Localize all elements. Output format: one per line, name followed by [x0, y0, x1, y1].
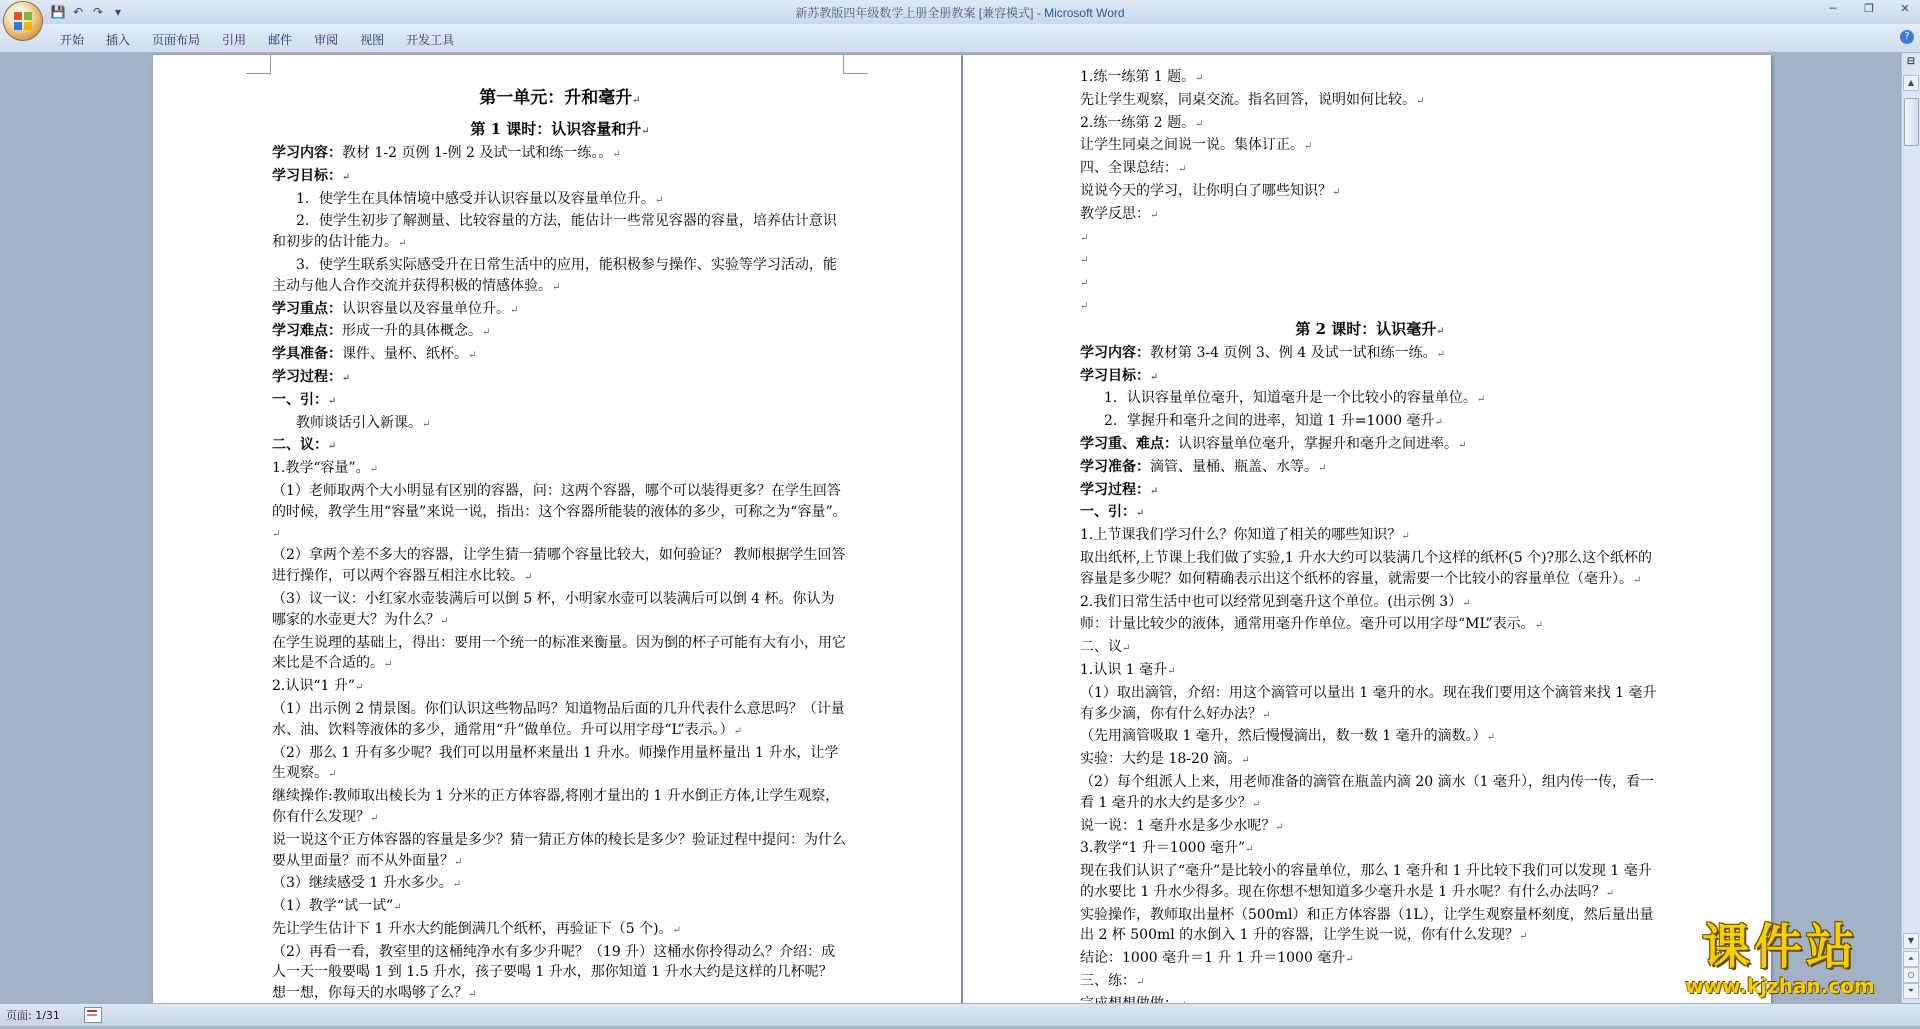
ribbon-tabs — [50, 29, 466, 50]
paragraph-mark-icon: ↵ — [1195, 118, 1204, 130]
paragraph-mark-icon: ↵ — [454, 856, 463, 868]
paragraph[interactable]: 学习重、难点：认识容量单位毫升，掌握升和毫升之间进率。↵ — [1080, 435, 1467, 452]
paragraph-mark-icon: ↵ — [370, 812, 379, 824]
paragraph[interactable]: 取出纸杯,上节课上我们做了实验,1 升水大约可以装满几个这样的纸杯(5 个)?那么这个纸杯的容量是多少呢？如何精确表示出这个纸杯的容量，就需要一个比较小的容量单位（毫升）。↵ — [1080, 549, 1653, 587]
office-logo-icon — [13, 11, 33, 31]
paragraph-mark-icon: ↵ — [1080, 255, 1089, 267]
paragraph-mark-icon: ↵ — [1633, 574, 1642, 586]
paragraph-mark-icon: ↵ — [369, 464, 379, 476]
paragraph-mark-icon: ↵ — [1251, 798, 1261, 810]
paragraph[interactable]: 先让学生观察，同桌交流。指名回答，说明如何比较。↵ — [1080, 91, 1425, 108]
scroll-up-icon[interactable]: ▲ — [1903, 75, 1919, 91]
paragraph[interactable]: （1）老师取两个大小明显有区别的容器，问：这两个容器，哪个可以装得更多？在学生回答的时候，教学生用“容量”来说一说，指出：这个容器所能装的液体的多少，可称之为“容量”。↵ — [272, 482, 847, 540]
paragraph[interactable]: 第 2 课时：认识毫升↵ — [1295, 319, 1445, 338]
paragraph-mark-icon: ↵ — [482, 327, 491, 339]
paragraph-mark-icon: ↵ — [1122, 643, 1131, 655]
paragraph[interactable]: 一、引：↵ — [272, 391, 337, 408]
paragraph[interactable]: 让学生同桌之间说一说。集体订正。↵ — [1080, 137, 1313, 154]
paragraph[interactable]: 三、练：↵ — [1080, 973, 1145, 990]
paragraph-mark-icon: ↵ — [1262, 709, 1271, 721]
paragraph-mark-icon: ↵ — [1178, 164, 1187, 176]
paragraph-mark-icon: ↵ — [342, 372, 351, 384]
watermark-logo — [1660, 920, 1900, 1002]
paragraph[interactable]: 1.教学“容量”。↵ — [272, 460, 379, 477]
paragraph-mark-icon: ↵ — [342, 171, 351, 183]
ribbon-tab[interactable]: 视图 — [360, 33, 385, 47]
paragraph[interactable]: 学习内容：教材 1-2 页例 1-例 2 及试一试和练一练。。↵ — [272, 145, 621, 161]
paragraph[interactable]: 1.认识 1 毫升↵ — [1080, 661, 1176, 678]
paragraph[interactable]: 学习难点：形成一升的具体概念。↵ — [272, 323, 491, 340]
paragraph[interactable]: 实验操作，教师取出量杯（500ml）和正方体容器（1L），让学生观察量杯刻度，然后量出量出 2 杯 500ml 的水倒入 1 升的容器，让学生说一说，你有什么发现？↵ — [1080, 906, 1654, 944]
paragraph[interactable]: 1.练一练第 1 题。↵ — [1080, 69, 1204, 85]
paragraph[interactable]: 在学生说理的基础上，得出：要用一个统一的标准来衡量。因为倒的杯子可能有大有小，用它来比是不合适的。↵ — [272, 634, 846, 672]
paragraph[interactable]: 第一单元：升和毫升↵ — [479, 88, 641, 108]
paragraph[interactable]: 学习重点：认识容量以及容量单位升。↵ — [272, 300, 519, 317]
window-title — [0, 4, 1920, 21]
paragraph-mark-icon: ↵ — [552, 281, 561, 293]
paragraph[interactable]: 学习目标：↵ — [1080, 367, 1159, 384]
paragraph[interactable]: 2．使学生初步了解测量、比较容量的方法，能估计一些常见容器的容量，培养估计意识和初步的估计能力。↵ — [272, 213, 837, 251]
paragraph-mark-icon: ↵ — [1318, 462, 1327, 474]
scroll-down-icon[interactable]: ▼ — [1903, 933, 1919, 949]
redo-icon[interactable]: ↷ — [92, 5, 104, 19]
office-button[interactable] — [4, 2, 42, 40]
document-title: 新苏教版四年级数学上册全册教案 [兼容模式] - — [795, 6, 1045, 20]
document-page-1[interactable] — [153, 55, 961, 1015]
paragraph-mark-icon: ↵ — [1462, 597, 1471, 609]
paragraph-mark-icon: ↵ — [272, 528, 281, 540]
paragraph-mark-icon: ↵ — [328, 769, 337, 781]
page-1-text[interactable] — [272, 81, 848, 1029]
paragraph-mark-icon: ↵ — [1150, 371, 1159, 383]
paragraph-mark-icon: ↵ — [393, 902, 402, 914]
paragraph-mark-icon: ↵ — [1476, 394, 1486, 406]
ribbon-tab[interactable]: 开发工具 — [406, 33, 455, 47]
paragraph[interactable]: 学习内容：教材第 3-4 页例 3、例 4 及试一试和练一练。↵ — [1080, 344, 1445, 361]
paragraph-mark-icon: ↵ — [1241, 755, 1250, 767]
paragraph-mark-icon: ↵ — [1416, 95, 1425, 107]
paragraph-mark-icon: ↵ — [1401, 531, 1410, 543]
help-icon[interactable]: ? — [1900, 30, 1914, 44]
paragraph[interactable]: 3．使学生联系实际感受升在日常生活中的应用，能积极参与操作、实验等学习活动，能主动与他人合作交流并获得积极的情感体验。↵ — [272, 256, 837, 294]
paragraph-mark-icon: ↵ — [1436, 325, 1445, 337]
ruler-toggle-icon[interactable]: ⊟ — [1906, 56, 1916, 67]
paragraph-mark-icon: ↵ — [422, 418, 431, 430]
ribbon-tab[interactable]: 开始 — [60, 33, 85, 47]
paragraph-mark-icon: ↵ — [1434, 417, 1443, 429]
paragraph[interactable]: （1）出示例 2 情景图。你们认识这些物品吗？知道物品后面的几升代表什么意思吗？（计量水、油、饮料等液体的多少，通常用“升”做单位。升可以用字母“L”表示。）↵ — [272, 700, 845, 738]
paragraph[interactable]: （1）取出滴管，介绍：用这个滴管可以量出 1 毫升的水。现在我们要用这个滴管来找 1 毫升有多少滴，你有什么好办法？↵ — [1080, 684, 1657, 722]
ribbon-tab-bar — [0, 24, 1920, 53]
paragraph-mark-icon: ↵ — [1150, 209, 1159, 221]
window-controls — [1822, 2, 1916, 15]
paragraph-mark-icon: ↵ — [1534, 620, 1543, 632]
page-corner-mark — [246, 55, 271, 74]
paragraph-mark-icon: ↵ — [328, 441, 337, 453]
ribbon-tab[interactable]: 插入 — [106, 33, 131, 47]
paragraph[interactable]: 学习过程：↵ — [1080, 481, 1159, 498]
ribbon-tab[interactable]: 引用 — [222, 33, 247, 47]
previous-page-icon[interactable]: ⏶ — [1903, 951, 1919, 967]
paragraph[interactable]: 2.认识“1 升”↵ — [272, 678, 364, 695]
paragraph-mark-icon: ↵ — [1458, 439, 1467, 451]
ribbon-tab[interactable]: 审阅 — [314, 33, 339, 47]
document-page-2[interactable] — [963, 55, 1771, 1015]
save-icon[interactable]: 💾 — [50, 5, 66, 19]
customize-icon[interactable]: ▾ — [114, 5, 122, 19]
paragraph[interactable]: 学具准备：课件、量杯、纸杯。↵ — [272, 346, 477, 363]
paragraph[interactable]: 说说今天的学习，让你明白了哪些知识？↵ — [1080, 182, 1341, 199]
paragraph[interactable]: 二、议↵ — [1080, 639, 1131, 656]
watermark-url: www.kjzhan.com — [1685, 974, 1875, 998]
paragraph-mark-icon: ↵ — [1332, 186, 1341, 198]
paragraph[interactable]: 教师谈话引入新课。↵ — [296, 414, 431, 431]
paragraph[interactable]: 实验：大约是 18-20 滴。↵ — [1080, 751, 1250, 768]
paragraph-mark-icon: ↵ — [641, 126, 650, 137]
app-name: Microsoft Word — [1044, 6, 1125, 20]
paragraph-mark-icon: ↵ — [1486, 732, 1496, 744]
status-bar — [0, 1003, 1920, 1026]
page-corner-mark — [843, 55, 868, 74]
undo-icon[interactable]: ↶ — [72, 5, 84, 19]
paragraph[interactable] — [1080, 272, 1660, 295]
vertical-scrollbar[interactable] — [1901, 53, 1920, 1003]
minimize-icon[interactable]: ─ — [1829, 2, 1837, 15]
maximize-icon[interactable]: ❐ — [1864, 2, 1874, 15]
paragraph[interactable] — [1080, 295, 1660, 318]
paragraph[interactable]: 结论：1000 毫升＝1 升 1 升＝1000 毫升↵ — [1080, 950, 1354, 967]
ribbon-tab[interactable]: 页面布局 — [152, 33, 201, 47]
proofing-icon[interactable] — [84, 1007, 102, 1023]
paragraph-mark-icon: ↵ — [1605, 887, 1615, 899]
paragraph[interactable] — [1080, 249, 1660, 272]
paragraph-mark-icon: ↵ — [1436, 348, 1445, 360]
paragraph-mark-icon: ↵ — [1080, 278, 1089, 290]
paragraph-mark-icon: ↵ — [468, 350, 477, 362]
paragraph[interactable]: （2）拿两个差不多大的容器，让学生猜一猜哪个容量比较大，如何验证？ 教师根据学生回答进行操作，可以两个容器互相注水比较。↵ — [272, 547, 846, 585]
paragraph-mark-icon: ↵ — [328, 395, 337, 407]
paragraph[interactable]: 说一说：1 毫升水是多少水呢？↵ — [1080, 817, 1284, 834]
paragraph[interactable]: （3）议一议：小红家水壶装满后可以倒 5 杯，小明家水壶可以装满后可以倒 4 杯。你认为哪家的水壶更大？为什么？↵ — [272, 590, 835, 628]
paragraph[interactable]: 师：计量比较少的液体，通常用毫升作单位。毫升可以用字母“ML”表示。↵ — [1080, 616, 1543, 633]
paragraph-mark-icon: ↵ — [1245, 844, 1254, 856]
paragraph[interactable]: 说一说这个正方体容器的容量是多少？猜一猜正方体的棱长是多少？验证过程中提问：为什么要从里面量？而不从外面量？↵ — [272, 831, 846, 869]
paragraph[interactable]: （先用滴管吸取 1 毫升，然后慢慢滴出，数一数 1 毫升的滴数。）↵ — [1080, 728, 1496, 745]
paragraph[interactable]: （3）继续感受 1 升水多少。↵ — [272, 875, 462, 892]
paragraph[interactable]: 2.练一练第 2 题。↵ — [1080, 114, 1204, 131]
paragraph-mark-icon: ↵ — [1080, 232, 1089, 244]
paragraph[interactable]: 现在我们认识了“毫升”是比较小的容量单位，那么 1 毫升和 1 升比较下我们可以发现 1 毫升的水要比 1 升水少得多。现在你想不想知道多少毫升水是 1 升水呢？有什么办法吗？↵ — [1080, 863, 1652, 900]
paragraph-mark-icon: ↵ — [672, 924, 682, 936]
paragraph-mark-icon: ↵ — [612, 149, 621, 160]
paragraph-mark-icon: ↵ — [1275, 821, 1284, 833]
paragraph-mark-icon: ↵ — [632, 95, 641, 106]
next-page-icon[interactable]: ⏷ — [1903, 983, 1919, 999]
paragraph[interactable]: 1.上节课我们学习什么？你知道了相关的哪些知识？↵ — [1080, 527, 1410, 544]
paragraph[interactable]: 先让学生估计下 1 升水大约能倒满几个纸杯，再验证下（5 个)。↵ — [272, 920, 682, 937]
paragraph-mark-icon: ↵ — [452, 879, 462, 891]
paragraph[interactable]: 1．认识容量单位毫升，知道毫升是一个比较小的容量单位。↵ — [1104, 390, 1486, 407]
ribbon-tab[interactable]: 邮件 — [268, 33, 293, 47]
paragraph[interactable]: 教学反思：↵ — [1080, 205, 1159, 222]
paragraph-mark-icon: ↵ — [1304, 141, 1313, 153]
paragraph[interactable]: 四、全课总结：↵ — [1080, 160, 1187, 177]
paragraph-mark-icon: ↵ — [355, 682, 364, 694]
select-browse-object-icon[interactable]: ○ — [1903, 967, 1919, 983]
paragraph[interactable]: （1）教学“试一试”↵ — [272, 898, 402, 915]
paragraph[interactable]: 继续操作:教师取出棱长为 1 分米的正方体容器,将刚才量出的 1 升水倒正方体,让学生观察，你有什么发现？↵ — [272, 788, 840, 825]
paragraph[interactable]: 一、引：↵ — [1080, 504, 1145, 521]
paragraph[interactable]: 2．掌握升和毫升之间的进率，知道 1 升=1000 毫升↵ — [1104, 413, 1443, 430]
paragraph[interactable]: 1．使学生在具体情境中感受并认识容量以及容量单位升。↵ — [296, 190, 664, 207]
page-2-text[interactable] — [1080, 67, 1660, 1017]
paragraph[interactable]: 第 1 课时：认识容量和升↵ — [470, 120, 650, 138]
paragraph-mark-icon: ↵ — [654, 194, 664, 206]
paragraph-mark-icon: ↵ — [1136, 977, 1145, 989]
paragraph[interactable]: （2）那么 1 升有多少呢？我们可以用量杯来量出 1 升水。师操作用量杯量出 1 升水，让学生观察。↵ — [272, 744, 839, 782]
paragraph-mark-icon: ↵ — [524, 572, 533, 584]
paragraph-mark-icon: ↵ — [510, 304, 519, 316]
page-indicator[interactable]: 页面: 1/31 — [6, 1009, 60, 1022]
paragraph-mark-icon: ↵ — [398, 238, 407, 250]
paragraph[interactable]: 学习目标：↵ — [272, 167, 351, 184]
paragraph-mark-icon: ↵ — [1167, 665, 1176, 677]
paragraph-mark-icon: ↵ — [1136, 508, 1145, 520]
paragraph-mark-icon: ↵ — [1195, 73, 1204, 84]
paragraph[interactable]: （2）再看一看，教室里的这桶纯净水有多少升呢？（19 升）这桶水你拎得动么？介绍：成人一天一般要喝 1 到 1.5 升水，孩子要喝 1 升水，那你知道 1 升水大约是这样的几杯呢？ 想一想，你每天的水喝够了么？↵ — [272, 943, 838, 1002]
paragraph[interactable]: 学习准备：滴管、量桶、瓶盖、水等。↵ — [1080, 458, 1327, 475]
paragraph-mark-icon: ↵ — [468, 989, 477, 1001]
paragraph-mark-icon: ↵ — [733, 725, 742, 737]
close-icon[interactable]: ✕ — [1900, 2, 1910, 15]
paragraph-mark-icon: ↵ — [440, 615, 449, 627]
paragraph[interactable]: 2.我们日常生活中也可以经常见到毫升这个单位。(出示例 3）↵ — [1080, 593, 1471, 610]
paragraph-mark-icon: ↵ — [1150, 485, 1159, 497]
paragraph-mark-icon: ↵ — [384, 659, 393, 671]
paragraph[interactable]: 学习过程：↵ — [272, 368, 351, 385]
watermark-text: 课件站 — [1701, 919, 1858, 975]
paragraph[interactable] — [1080, 227, 1660, 250]
document-workspace — [0, 53, 1902, 1003]
paragraph[interactable]: （2）每个组派人上来，用老师准备的滴管在瓶盖内滴 20 滴水（1 毫升），组内传一传，看一看 1 毫升的水大约是多少？↵ — [1080, 773, 1654, 811]
scroll-thumb[interactable] — [1904, 98, 1919, 146]
paragraph[interactable]: 3.教学“1 升＝1000 毫升”↵ — [1080, 840, 1254, 857]
paragraph-mark-icon: ↵ — [1080, 300, 1089, 312]
paragraph-mark-icon: ↵ — [1345, 954, 1354, 966]
title-bar — [0, 0, 1920, 24]
paragraph-mark-icon: ↵ — [1519, 931, 1528, 943]
paragraph[interactable]: 二、议：↵ — [272, 437, 337, 454]
